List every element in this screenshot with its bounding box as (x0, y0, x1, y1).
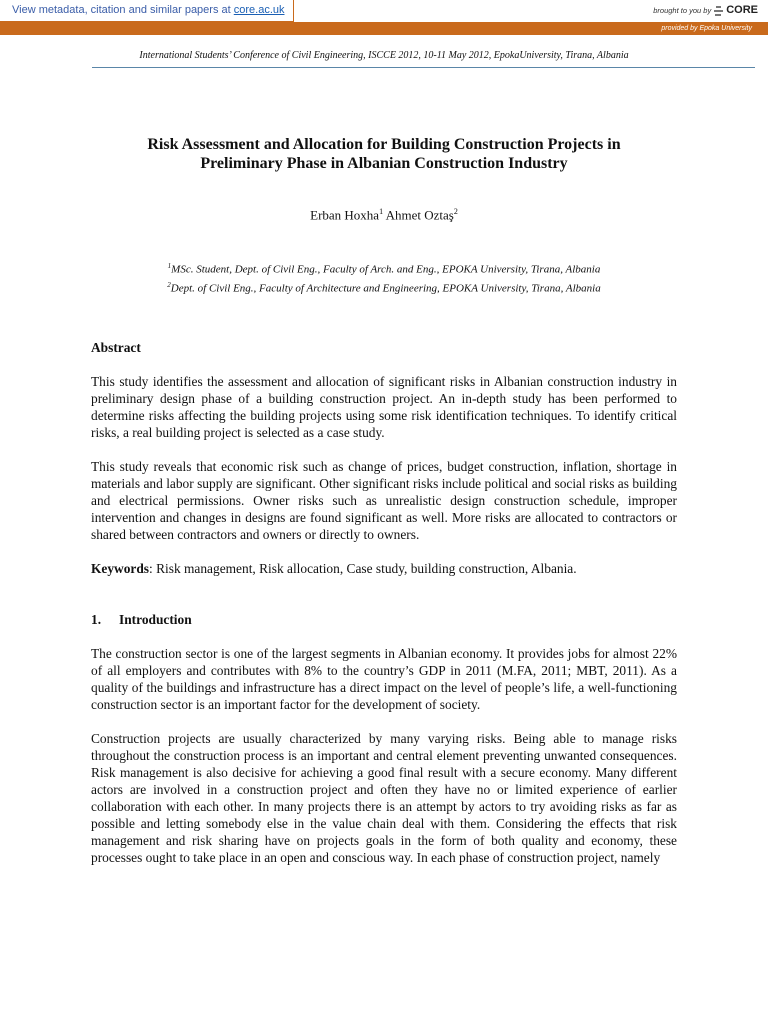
affiliation-2: $^2$Dept. of Civil Eng., Faculty of Architecture and Engineering, EPOKA University, Tirana, Albania (167, 280, 601, 295)
authors (80, 207, 688, 223)
brought-text: brought to you by (653, 6, 712, 15)
keywords-label: Keywords (91, 561, 150, 576)
author-1: Erban Hoxha (310, 207, 380, 223)
core-logo-icon (714, 5, 723, 17)
title-line-2: Preliminary Phase in Albanian Construction Industry (200, 155, 568, 172)
abstract-paragraph-2: This study reveals that economic risk such as change of prices, budget construction, inflation, shortage in materials and labor supply are significant. Other significant risks include political and social risks as building and electrical permissions. Owner risks such as unrealistic design construction schedule, improper intervention and changes in designs are found significant as well. More risks are allocated to contractors or shared between contractors and owners or directly to owners. (91, 459, 677, 542)
author-2: Ahmet Oztaş (385, 207, 454, 223)
paper-body (91, 339, 677, 883)
affiliations (80, 259, 688, 296)
keywords-list: : Risk management, Risk allocation, Case study, building construction, Albania. (149, 561, 577, 576)
paper-title (80, 135, 688, 173)
header-rule (92, 67, 755, 68)
metadata-text: View metadata, citation and similar papers at (12, 4, 234, 16)
conference-header: International Students’ Conference of Civil Engineering, ISCCE 2012, 10-11 May 2012, EpokaUniversity, Tirana, Albania (139, 50, 629, 61)
section-title: Introduction (119, 612, 192, 627)
abstract-heading: Abstract (91, 340, 141, 355)
affiliation-1: $^1$MSc. Student, Dept. of Civil Eng., Faculty of Arch. and Eng., EPOKA University, Tirana, Albania (167, 262, 601, 276)
provided-by-strip (0, 22, 768, 35)
abstract-paragraph-1: This study identifies the assessment and allocation of significant risks in Albanian construction industry in preliminary design phase of a building construction project. An in-depth study has been performed to determine risks affecting the building projects using some risk identification techniques. To identify critical risks, a real building project is selected as a case study. (91, 374, 677, 440)
section-number: 1. (91, 612, 102, 627)
author-1-sup: 1 (379, 207, 384, 216)
author-2-sup: 2 (453, 207, 458, 216)
core-logo-text: CORE (726, 4, 758, 16)
intro-paragraph-2: Construction projects are usually characterized by many varying risks. Being able to manage risks throughout the construction process is an important and central element preventing unwanted consequences. Risk management is also decisive for achieving a good final result with a secure economy. Many different actors are involved in a construction project and often they have no or limited experience of earlier collaboration with each other. In many projects there is an attempt by actors to try avoiding risks as far as possible and letting somebody else in the value chain deal with them. Considering the effects that risk management and risk sharing have on projects goals in the form of both quality and economy, these processes ought to take place in an open and conscious way. In each phase of construction project, namely (91, 731, 677, 865)
core-ac-uk-link[interactable]: core.ac.uk (233, 4, 285, 16)
intro-paragraph-1: The construction sector is one of the largest segments in Albanian economy. It provides jobs for almost 22% of all employers and contributes with 8% to the country’s GDP in 2011 (M.FA, 2011; MBT, 2011). As a quality of the buildings and infrastructure has a direct impact on the level of people’s life, a well-functioning construction sector is an important factor for the development of society. (91, 646, 677, 712)
provided-text: provided by Epoka University (661, 25, 752, 32)
introduction-heading (91, 611, 677, 628)
brought-by-core[interactable] (653, 0, 758, 21)
title-line-1: Risk Assessment and Allocation for Building Construction Projects in (147, 136, 621, 153)
metadata-link-box[interactable] (0, 0, 294, 22)
core-banner (0, 0, 768, 23)
keywords (91, 560, 677, 577)
